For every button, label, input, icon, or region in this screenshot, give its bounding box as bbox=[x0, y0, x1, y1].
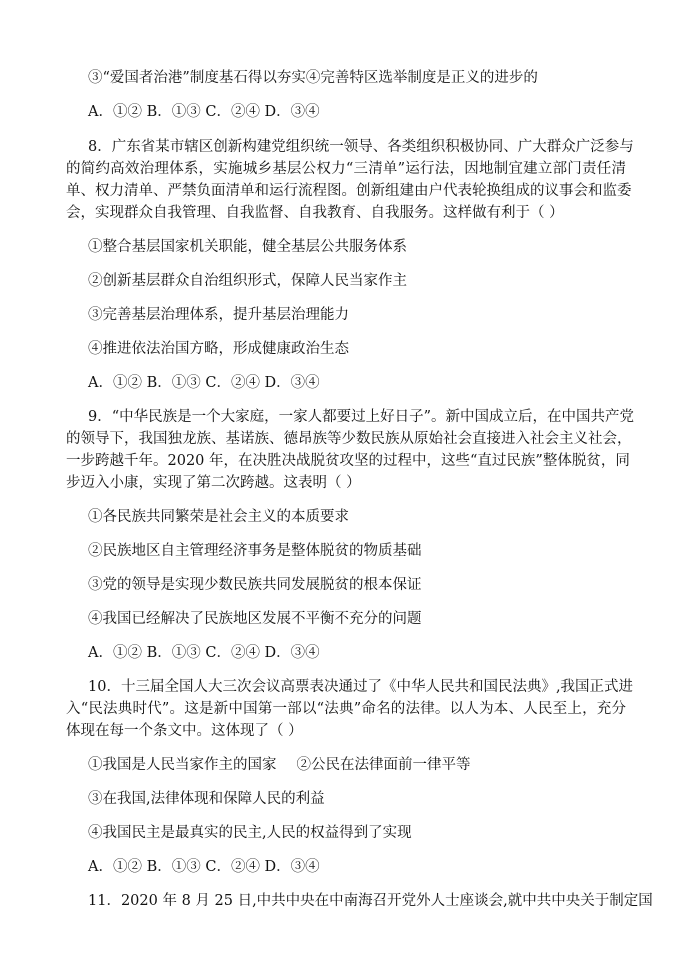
q9-option: ③党的领导是实现少数民族共同发展脱贫的根本保证 bbox=[88, 577, 422, 593]
q9-option: ②民族地区自主管理经济事务是整体脱贫的物质基础 bbox=[88, 543, 422, 559]
q10-option: ①我国是人民当家作主的国家 bbox=[88, 757, 277, 773]
q10-answer-choices: A．①② B．①③ C．②④ D．③④ bbox=[88, 859, 320, 875]
q8-stem-line: 会，实现群众自我管理、自我监督、自我教育、自我服务。这样做有利于（ ） bbox=[66, 205, 564, 221]
q11-stem-line: 11．2020 年 8 月 25 日,中共中央在中南海召开党外人士座谈会,就中共中央关于制定国 bbox=[88, 893, 653, 909]
q10-stem-line: 入“民法典时代”。这是新中国第一部以“法典”命名的法律。以人为本、人民至上，充分 bbox=[66, 701, 626, 717]
q10-option: ④我国民主是最真实的民主,人民的权益得到了实现 bbox=[88, 825, 412, 841]
option-line: ③“爱国者治港”制度基石得以夯实④完善特区选举制度是正义的进步的 bbox=[88, 70, 538, 86]
q10-option-row bbox=[88, 756, 648, 774]
q9-answer-choices: A．①② B．①③ C．②④ D．③④ bbox=[88, 645, 320, 661]
q9-stem-line: 9．“中华民族是一个大家庭，一家人都要过上好日子”。新中国成立后，在中国共产党 bbox=[88, 409, 635, 425]
q9-stem-line: 步迈入小康，实现了第二次跨越。这表明（ ） bbox=[66, 475, 361, 491]
q8-option: ①整合基层国家机关职能，健全基层公共服务体系 bbox=[88, 239, 407, 255]
q8-answer-choices: A．①② B．①③ C．②④ D．③④ bbox=[88, 375, 320, 391]
q8-option: ③完善基层治理体系，提升基层治理能力 bbox=[88, 307, 349, 323]
q8-option: ④推进依法治国方略，形成健康政治生态 bbox=[88, 341, 349, 357]
q9-stem-line: 一步跨越千年。2020 年，在决胜决战脱贫攻坚的过程中，这些“直过民族”整体脱贫，同 bbox=[66, 453, 630, 469]
q10-stem-line: 10．十三届全国人大三次会议高票表决通过了《中华人民共和国民法典》,我国正式进 bbox=[88, 679, 634, 695]
q9-stem-line: 的领导下，我国独龙族、基诺族、德昂族等少数民族从原始社会直接进入社会主义社会， bbox=[66, 431, 632, 447]
q10-option: ②公民在法律面前一律平等 bbox=[296, 757, 471, 773]
q10-stem-line: 体现在每一个条文中。这体现了（ ） bbox=[66, 723, 303, 739]
q8-stem-line: 8．广东省某市辖区创新构建党组织统一领导、各类组织积极协同、广大群众广泛参与 bbox=[88, 139, 634, 155]
answer-choices: A．①② B．①③ C．②④ D．③④ bbox=[88, 104, 320, 120]
q8-stem-line: 的简约高效治理体系，实施城乡基层公权力“三清单”运行法，因地制宜建立部门责任清 bbox=[66, 161, 626, 177]
q9-option: ①各民族共同繁荣是社会主义的本质要求 bbox=[88, 509, 349, 525]
q10-option: ③在我国,法律体现和保障人民的利益 bbox=[88, 791, 325, 807]
q8-stem-line: 单、权力清单、严禁负面清单和运行流程图。创新组建由户代表轮换组成的议事会和监委 bbox=[66, 183, 632, 199]
q8-option: ②创新基层群众自治组织形式，保障人民当家作主 bbox=[88, 273, 407, 289]
q9-option: ④我国已经解决了民族地区发展不平衡不充分的问题 bbox=[88, 611, 422, 627]
